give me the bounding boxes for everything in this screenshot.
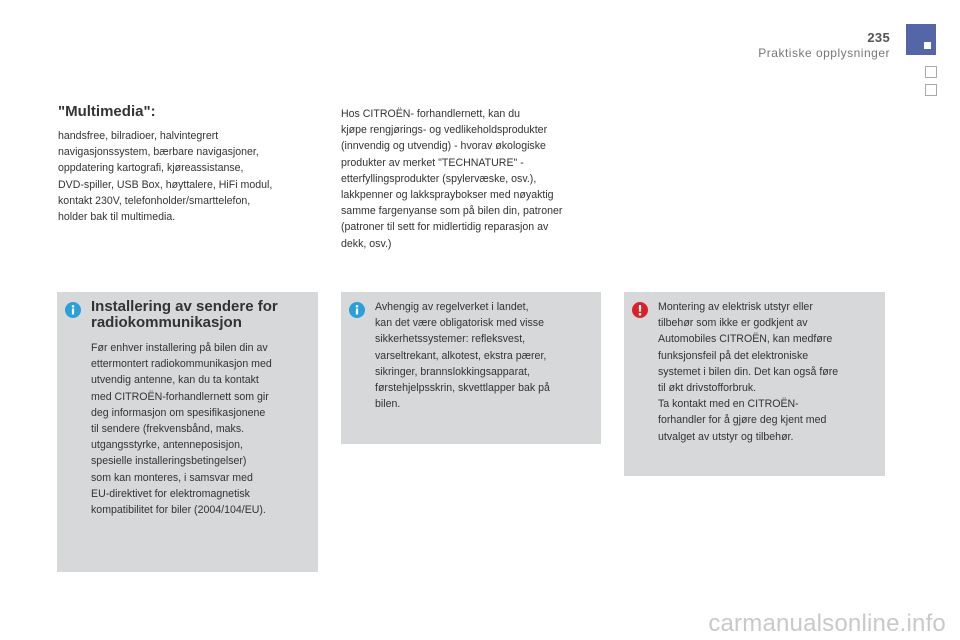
safety-equipment-info-box [341, 292, 601, 444]
info-icon [65, 302, 81, 318]
info-icon [349, 302, 365, 318]
chapter-tab[interactable] [925, 66, 937, 78]
watermark: carmanualsonline.info [708, 610, 946, 637]
box-title: Installering av sendere for radiokommunikasjon [91, 298, 278, 331]
box-text: Før enhver installering på bilen din av ettermontert radiokommunikasjon med utvendig antenne, kan du ta kontakt med CITROËN-forhandlernett som gir deg informasjon om spesifikasjonene til sendere (frekvensbånd, maks. utgangsstyrke, antenneposisjon, spesielle installeringsbetingelser) som kan monteres, i samsvar med EU-direktivet for elektromagnetisk kompatibilitet for biler (2004/104/EU). [91, 342, 272, 517]
multimedia-text: handsfree, bilradioer, halvintegrert navigasjonssystem, bærbare navigasjoner, oppdatering kartografi, kjøreassistanse, DVD-spiller, USB Box, høyttalere, HiFi modul, kontakt 230V, telefonholder/smarttelefon, holder bak til multimedia. [58, 130, 273, 224]
electrical-equipment-warning-box [624, 292, 885, 476]
chapter-tab-active[interactable] [906, 24, 936, 55]
dealer-products-text: Hos CITROËN- forhandlernett, kan du kjøpe rengjørings- og vedlikeholdsprodukter (innvendig og utvendig) - hvorav økologiske produkter av merket "TECHNATURE" - etterfyllingsprodukter (spylervæske, osv.), lakkpenner og lakkspraybokser med nøyaktig samme fargenyanse som på bilen din, patroner (patroner til sett for midlertidig reparasjon av dekk, osv.) [341, 108, 563, 250]
page-number: 235 [867, 30, 890, 45]
box-text: Avhengig av regelverket i landet, kan det være obligatorisk med visse sikkerhetssystemer: refleksvest, varseltrekant, alkotest, ekstra pærer, sikringer, brannslokkingsapparat, førstehjelpsskrin, skvettlapper bak på bilen. [375, 301, 550, 411]
box-text: Montering av elektrisk utstyr eller tilbehør som ikke er godkjent av Automobiles CITROËN, kan medføre funksjonsfeil på det elektroniske systemet i bilen din. Det kan også føre til økt drivstofforbruk. Ta kontakt med en CITROËN- forhandler for å gjøre deg kjent med utvalget av utstyr og tilbehør. [658, 301, 839, 443]
chapter-tab[interactable] [925, 84, 937, 96]
radio-transmitter-info-box [57, 292, 318, 572]
section-title: Praktiske opplysninger [758, 46, 890, 60]
warning-icon [632, 302, 648, 318]
multimedia-heading: "Multimedia": [58, 103, 156, 120]
